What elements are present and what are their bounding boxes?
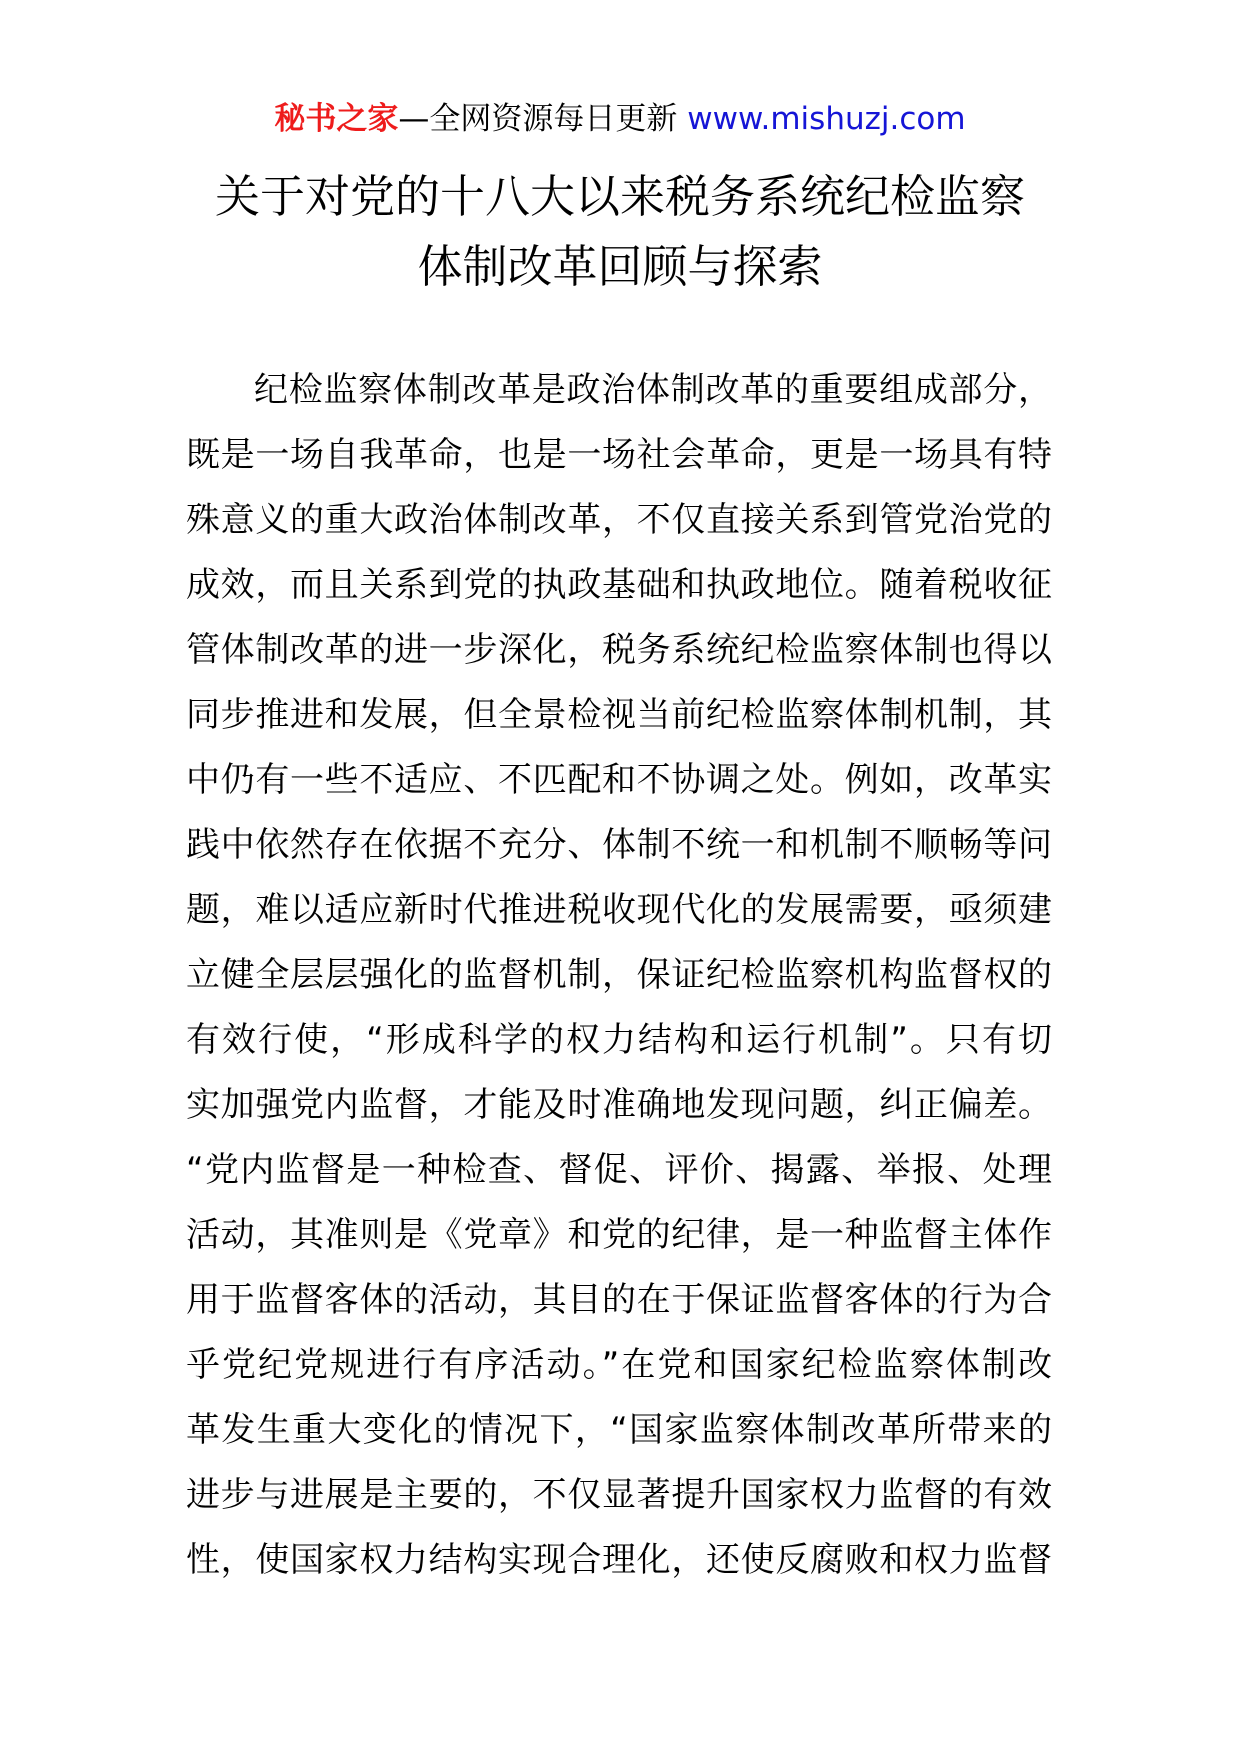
body-line: 纪检监察体制改革是政治体制改革的重要组成部分， bbox=[254, 370, 1052, 410]
body-line: 成效，而且关系到党的执政基础和执政地位。随着税收征 bbox=[186, 565, 1052, 605]
header-tagline: —全网资源每日更新 bbox=[398, 101, 688, 137]
body-line: 践中依然存在依据不充分、体制不统一和机制不顺畅等问 bbox=[186, 825, 1052, 865]
document-title bbox=[0, 162, 1240, 302]
body-line: 管体制改革的进一步深化，税务系统纪检监察体制也得以 bbox=[186, 630, 1052, 670]
title-line-1: 关于对党的十八大以来税务系统纪检监察 bbox=[214, 170, 1025, 223]
body-line: 中仍有一些不适应、不匹配和不协调之处。例如，改革实 bbox=[186, 760, 1052, 800]
title-line-2: 体制改革回顾与探索 bbox=[417, 240, 823, 293]
body-line: 立健全层层强化的监督机制，保证纪检监察机构监督权的 bbox=[186, 955, 1052, 995]
page-header bbox=[0, 98, 1240, 140]
body-line: 同步推进和发展，但全景检视当前纪检监察体制机制，其 bbox=[186, 695, 1052, 735]
body-line: 进步与进展是主要的，不仅显著提升国家权力监督的有效 bbox=[186, 1475, 1052, 1515]
body-line: 用于监督客体的活动，其目的在于保证监督客体的行为合 bbox=[186, 1280, 1052, 1320]
body-line: 殊意义的重大政治体制改革，不仅直接关系到管党治党的 bbox=[186, 500, 1052, 540]
site-url-link[interactable]: www.mishuzj.com bbox=[687, 101, 966, 137]
body-paragraph bbox=[186, 358, 1052, 1593]
body-line: 有效行使，“形成科学的权力结构和运行机制”。只有切 bbox=[186, 1020, 1052, 1060]
body-line: 实加强党内监督，才能及时准确地发现问题，纠正偏差。 bbox=[186, 1085, 1052, 1125]
body-line: 性，使国家权力结构实现合理化，还使反腐败和权力监督 bbox=[186, 1540, 1052, 1580]
body-line: 题，难以适应新时代推进税收现代化的发展需要，亟须建 bbox=[186, 890, 1052, 930]
body-line: 活动，其准则是《党章》和党的纪律，是一种监督主体作 bbox=[186, 1215, 1052, 1255]
brand-name: 秘书之家 bbox=[274, 101, 399, 137]
body-line: 乎党纪党规进行有序活动。”在党和国家纪检监察体制改 bbox=[186, 1345, 1052, 1385]
body-line: 革发生重大变化的情况下，“国家监察体制改革所带来的 bbox=[186, 1410, 1052, 1450]
body-line: 既是一场自我革命，也是一场社会革命，更是一场具有特 bbox=[186, 435, 1052, 475]
body-line: “党内监督是一种检查、督促、评价、揭露、举报、处理 bbox=[186, 1150, 1052, 1190]
